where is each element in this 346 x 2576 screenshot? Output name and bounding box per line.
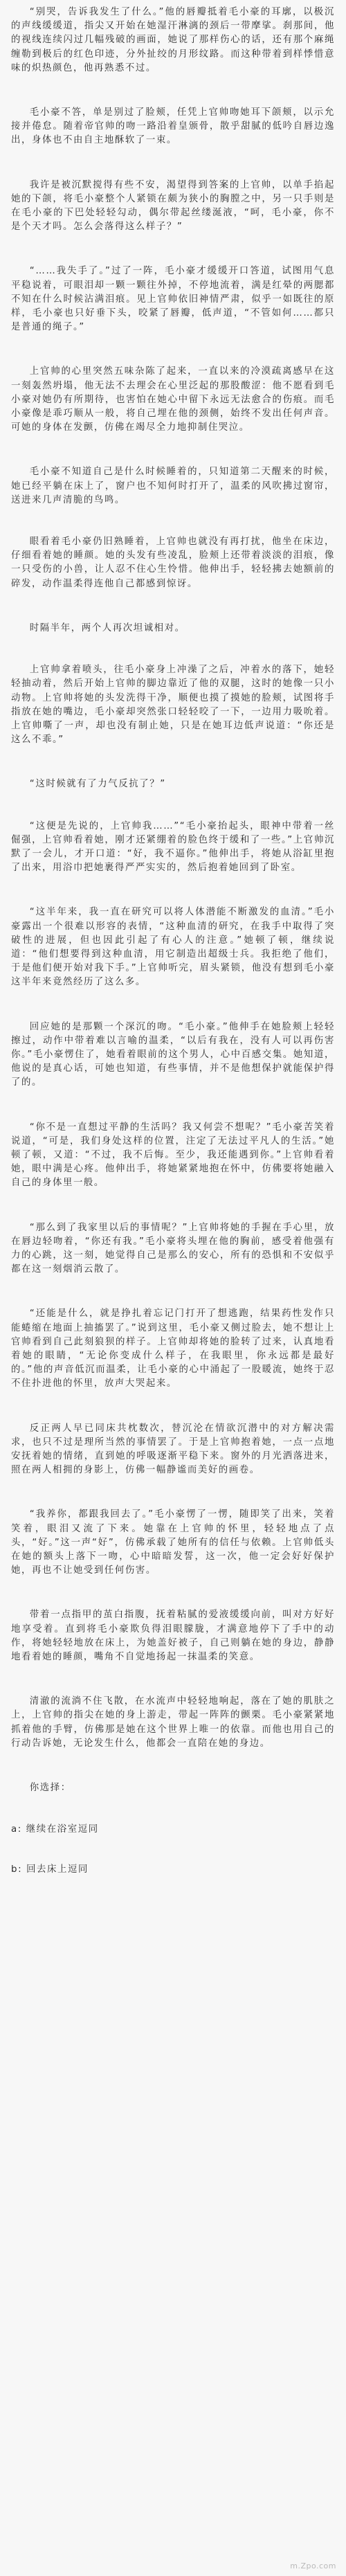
story-paragraph: “……我失手了。”过了一阵，毛小豪才缓缓开口答道，试图用气息平稳说着，可眼泪却一颗一颗往外掉，不停地流着，满是红晕的两腮都不知在什么时候沾满泪痕。见上官帅依旧神情严肃，似乎一如既往的原样，毛小豪也只好垂下头，咬紧了唇瓣，低声道，“不管如何……都只是普通的绳子。” [11, 266, 335, 333]
story-paragraph: 清澈的流淌不住飞散，在水流声中轻轻地响起，落在了她的肌肤之上，上官帅的指尖在她的身上游走，带起一阵阵的颤栗。毛小豪紧紧地抓着他的手臂，仿佛那是她在这个世界上唯一的依靠。而他也用自己的行动告诉她，无论发生什么，他都会一直陪在她的身边。 [11, 1696, 335, 1749]
story-paragraph: 带着一点指甲的茧白指腹，抚着粘腻的爱液缓缓向前，叫对方好好地享受着。直到将毛小豪欺负得泪眼朦胧，才满意地停下了手中的动作，将她轻轻地放在床上，为她盖好被子，自己则躺在她的身边，静静地看着她的睡颜，嘴角不自觉地扬起一抹温柔的笑意。 [11, 1610, 335, 1663]
chapter-content [11, 6, 335, 1877]
story-paragraph: “这时候就有了力气反抗了？” [29, 779, 166, 790]
story-paragraph: 上官帅拿着喷头，往毛小豪身上冲澡了之后，冲着水的落下，她轻轻抽动着，然后开始上官帅的脚边靠近了他的双腿，这时的她像一只小动物。上官帅将她的头发洗得干净，顺便也摸了摸她的脸颊，试图将手指放在她的嘴边，毛小豪却突然张口轻轻咬了一下，一边用力吸吮着。上官帅嘶了一声，却也没有制止她，只是在她耳边低声说道：“你还是这么不乖。” [11, 665, 335, 746]
choice-option-b[interactable]: b: 回去床上逗同 [11, 1864, 89, 1875]
story-paragraph: “别哭，告诉我发生了什么。”他的唇瓣抵着毛小豪的耳廓，以极沉的声线缓缓道，指尖又开始在她湿汗淋漓的颈后一带摩挲。刹那间，他的视线连续闪过几幅残破的画面，她说了那样伤心的话，还有那个麻绳缠勒到极后的红色印迹，分外扯绞的月形纹路。而这种带着到样悸惜意味的炽热颜色，他再熟悉不过。 [11, 7, 335, 73]
story-paragraph: 回应她的是那颗一个深沉的吻。“毛小豪。”他伸手在她脸颊上轻轻擦过，动作中带着难以言喻的温柔，“以后有我在，没有人可以再伤害你。”毛小豪愣住了，她看着眼前的这个男人，心中百感交集。她知道，他说的是真心话，可她也知道，有些事情，并不是他想保护就能保护得了的。 [11, 1021, 335, 1088]
choice-options [11, 1823, 335, 1877]
story-paragraph: 眼看着毛小豪仍旧熟睡着，上官帅也就没有再打扰，他坐在床边，仔细看着她的睡颜。她的头发有些凌乱，脸颊上还带着淡淡的泪痕，像一只受伤的小兽，让人忍不住心生怜惜。他伸出手，轻轻拂去她额前的碎发，动作温柔得连他自己都感到惊讶。 [11, 537, 335, 589]
story-paragraph: 反正两人早已同床共枕数次，替沉沦在情欲沉潜中的对方解决需求，也只不过是理所当然的事情罢了。于是上官帅抱着她，一点一点地安抚着她的情绪，直到她的呼吸逐渐平稳下来。窗外的月光洒落进来，照在两人相拥的身影上，仿佛一幅静谧而美好的画卷。 [11, 1423, 335, 1476]
choice-prompt: 你选择： [29, 1783, 71, 1794]
story-paragraph: “这便是先说的，上官帅我……”“毛小豪抬起头，眼神中带着一丝倔强，上官帅看着她，刚才还紧绷着的脸色终于缓和了一些。”上官帅沉默了一会儿，才开口道：“好，我不逼你。”他伸出手，将她从浴缸里抱了出来，用浴巾把她裹得严严实实的，然后抱着她回到了卧室。 [11, 820, 335, 874]
story-paragraph: “我养你，都跟我回去了。”毛小豪愣了一愣，随即笑了出来，笑着笑着，眼泪又流了下来。她靠在上官帅的怀里，轻轻地点了点头，“好。”这一声“好”，仿佛承载了她所有的信任与依赖。上官帅低头在她的额头上落下一吻，心中暗暗发誓，这一次，他一定会好好保护她，再也不让她受到任何伤害。 [11, 1509, 335, 1576]
story-paragraph: 时隔半年，两个人再次坦诚相对。 [29, 622, 185, 633]
story-paragraph: “这半年来，我一直在研究可以将人体潜能不断激发的血清。”毛小豪露出一个很难以形容的表情，“这种血清的研究，在我手中取得了突破性的进展，但也因此引起了有心人的注意。”她顿了顿，继续说道：“他们想要得到这种血清，用它制造出超级士兵。我拒绝了他们，于是他们便开始对我下手。”上官帅听完，眉头紧锁，他没有想到毛小豪这半年来竟然经历了这么多。 [11, 907, 335, 988]
site-watermark: m.Zpo.com [290, 2561, 336, 2570]
story-paragraph: “你不是一直想过平静的生活吗？我又何尝不想呢？”毛小豪苦笑着说道，“可是，我们身处这样的位置，注定了无法过平凡人的生活。”她顿了顿，又道：“不过，我不后悔。至少，我还能遇到你。”上官帅看着她，眼中满是心疼。他伸出手，将她紧紧地抱在怀中，仿佛要将她融入自己的身体里一般。 [11, 1122, 335, 1189]
choice-option-a[interactable]: a: 继续在浴室逗同 [11, 1824, 99, 1835]
story-paragraph: 我许是被沉默搅得有些不安，渴望得到答案的上官帅，以单手掐起她的下颌，将毛小豪整个人紧锁在颇为狭小的胸膛之中，另一只手则是在毛小豪的下巴处轻轻勾动，偶尔带起丝缕涎液，“呵，毛小豪，你不是个天才吗。怎么会落得这么样子？” [11, 179, 335, 233]
story-paragraph: “那么到了我家里以后的事情呢？”上官帅将她的手握在手心里，放在唇边轻吻着，“你还有我。”毛小豪将头埋在他的胸前，感受着他强有力的心跳，这一刻，她觉得自己是那么的安心，所有的恐惧和不安似乎都在这一刻烟消云散了。 [11, 1222, 335, 1275]
story-paragraph: 毛小豪不知道自己是什么时候睡着的，只知道第二天醒来的时候，她已经平躺在床上了，窗户也不知何时打开了，温柔的风吹拂过窗帘，送进来几声清脆的鸟鸣。 [11, 467, 335, 505]
story-paragraph: “还能是什么，就是挣扎着忘记门打开了想逃跑，结果药性发作只能蜷缩在地面上抽搐罢了。”说到这里，毛小豪又侧过脸去，她不想让上官帅看到自己此刻狼狈的样子。上官帅却将她的脸转了过来，认真地看着她的眼睛，“无论你变成什么样子，在我眼里，你永远都是最好的。”他的声音低沉而温柔，让毛小豪的心中涌起了一股暖流，她终于忍不住扑进他的怀里，放声大哭起来。 [11, 1308, 335, 1389]
story-paragraph: 毛小豪不答，单是别过了脸颊，任凭上官帅吻她耳下颌颊，以示允接并倦怠。随着帝官帅的吻一路沿着皇颁骨，散乎甜腻的低吟自唇边逸出，身体也不由自主地酥软了一束。 [11, 107, 335, 146]
story-paragraph: 上官帅的心里突然五味杂陈了起来，一直以来的冷漠疏离感早在这一刻轰然坍塌，他无法不去理会在心里泛起的那股酸涩：他不愿看到毛小豪对她仍有所期待，也害怕在她心中留下永远无法愈合的伤痕。而毛小豪像是乖巧顺从一般，将自己埋在他的颈侧，始终不发出任何声音。可她的身体在发颤，仿佛在竭尽全力地抑制住哭泣。 [11, 366, 335, 433]
